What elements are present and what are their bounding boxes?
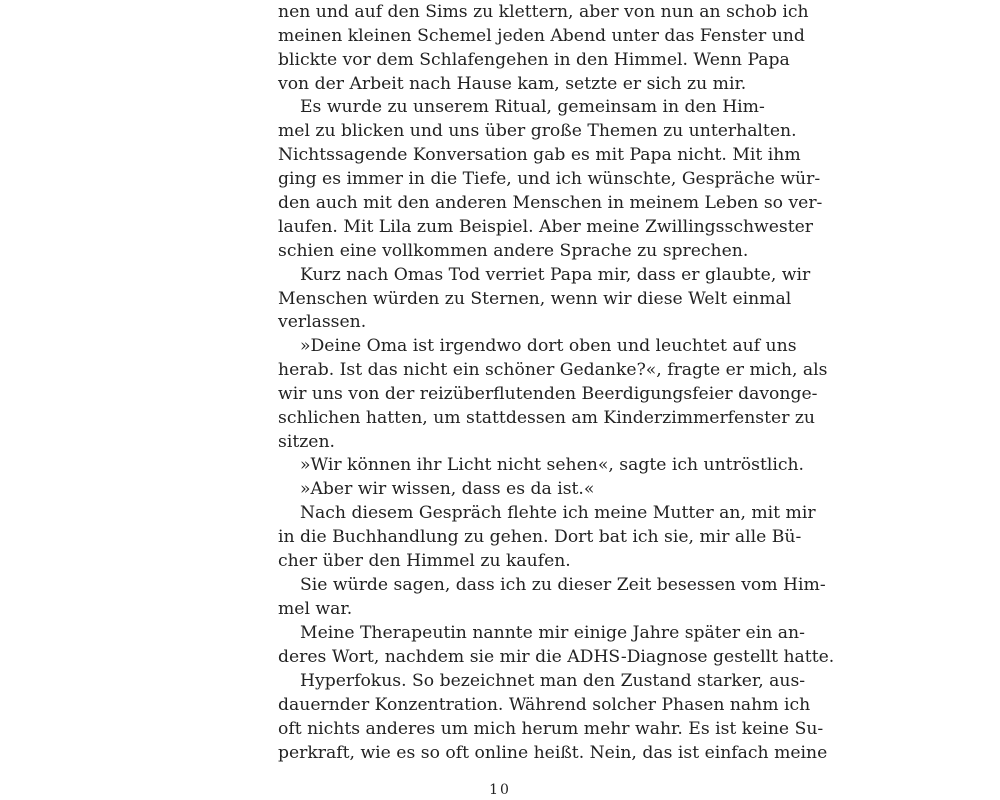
text-line: Nichtssagende Konversation gab es mit Papa nicht. Mit ihm: [278, 145, 801, 165]
text-line: verlassen.: [278, 312, 367, 332]
text-line: von der Arbeit nach Hause kam, setzte er sich zu mir.: [278, 74, 747, 94]
text-line: cher über den Himmel zu kaufen.: [278, 551, 571, 571]
text-line: sitzen.: [278, 432, 335, 452]
text-line: blickte vor dem Schlafengehen in den Himmel. Wenn Papa: [278, 50, 790, 70]
text-line: mel war.: [278, 599, 353, 619]
page-number: 10: [489, 782, 511, 798]
text-line: schlichen hatten, um stattdessen am Kinderzimmerfenster zu: [278, 408, 815, 428]
text-line: nen und auf den Sims zu klettern, aber von nun an schob ich: [278, 2, 809, 22]
text-line: laufen. Mit Lila zum Beispiel. Aber meine Zwillingsschwester: [278, 217, 814, 237]
text-line: oft nichts anderes um mich herum mehr wahr. Es ist keine Su-: [278, 719, 824, 739]
text-line: Sie würde sagen, dass ich zu dieser Zeit besessen vom Him-: [300, 575, 826, 595]
text-line: Kurz nach Omas Tod verriet Papa mir, dass er glaubte, wir: [300, 265, 811, 285]
text-line: Menschen würden zu Sternen, wenn wir diese Welt einmal: [278, 289, 792, 309]
text-line: mel zu blicken und uns über große Themen zu unterhalten.: [278, 121, 797, 141]
text-line: den auch mit den anderen Menschen in meinem Leben so ver-: [278, 193, 823, 213]
text-line: meinen kleinen Schemel jeden Abend unter das Fenster und: [278, 26, 805, 46]
text-line: dauernder Konzentration. Während solcher Phasen nahm ich: [278, 695, 811, 715]
text-line: perkraft, wie es so oft online heißt. Nein, das ist einfach meine: [278, 743, 828, 763]
text-line: in die Buchhandlung zu gehen. Dort bat ich sie, mir alle Bü-: [278, 527, 802, 547]
text-line: Es wurde zu unserem Ritual, gemeinsam in den Him-: [300, 97, 765, 117]
text-line: herab. Ist das nicht ein schöner Gedanke?«, fragte er mich, als: [278, 360, 828, 380]
text-line: Nach diesem Gespräch flehte ich meine Mutter an, mit mir: [300, 503, 816, 523]
text-line: schien eine vollkommen andere Sprache zu sprechen.: [278, 241, 749, 261]
text-line: »Aber wir wissen, dass es da ist.«: [300, 479, 595, 499]
text-line: »Wir können ihr Licht nicht sehen«, sagte ich untröstlich.: [300, 455, 805, 475]
text-line: Hyperfokus. So bezeichnet man den Zustand starker, aus-: [300, 671, 806, 691]
text-line: »Deine Oma ist irgendwo dort oben und leuchtet auf uns: [300, 336, 797, 356]
text-line: ging es immer in die Tiefe, und ich wünschte, Gespräche wür-: [278, 169, 821, 189]
text-line: deres Wort, nachdem sie mir die ADHS-Diagnose gestellt hatte.: [278, 647, 835, 667]
text-line: wir uns von der reizüberflutenden Beerdigungsfeier davonge-: [278, 384, 818, 404]
text-line: Meine Therapeutin nannte mir einige Jahre später ein an-: [300, 623, 805, 643]
